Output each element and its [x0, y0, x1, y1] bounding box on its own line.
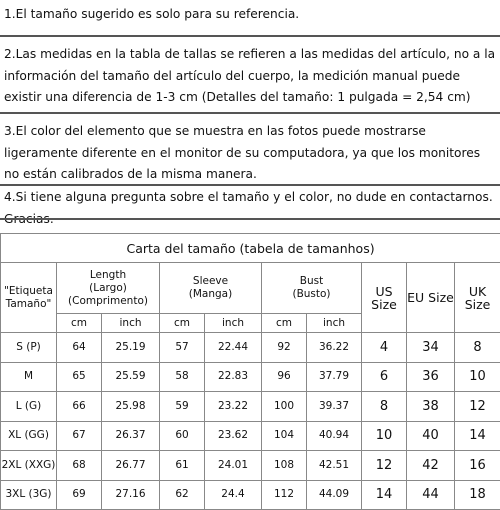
label-size-header: "Etiqueta Tamaño"	[1, 263, 57, 333]
sleeve-inch: 24.01	[205, 451, 262, 481]
unit-inch: inch	[307, 314, 362, 333]
bust-inch: 39.37	[307, 392, 362, 422]
us-size: 8	[362, 392, 407, 422]
sleeve-cm: 59	[160, 392, 205, 422]
bust-inch: 44.09	[307, 480, 362, 510]
divider	[0, 112, 500, 114]
sleeve-inch: 22.44	[205, 333, 262, 363]
divider	[0, 184, 500, 186]
length-cm: 66	[57, 392, 102, 422]
length-inch: 27.16	[102, 480, 160, 510]
bust-cm: 92	[262, 333, 307, 363]
eu-size: 44	[407, 480, 455, 510]
length-cm: 64	[57, 333, 102, 363]
bust-cm: 104	[262, 421, 307, 451]
sleeve-cm: 62	[160, 480, 205, 510]
length-inch: 25.98	[102, 392, 160, 422]
us-size: 10	[362, 421, 407, 451]
note-4: 4.Si tiene alguna pregunta sobre el tamaño y el color, no dude en contactarnos. Gracias.	[0, 187, 500, 230]
size-chart-table	[0, 233, 500, 510]
size-label: 3XL (3G)	[1, 480, 57, 510]
uk-size-header: UK Size	[455, 263, 500, 333]
eu-size: 40	[407, 421, 455, 451]
eu-size: 38	[407, 392, 455, 422]
table-row	[1, 451, 500, 481]
sleeve-cm: 60	[160, 421, 205, 451]
table-row	[1, 392, 500, 422]
sleeve-cm: 57	[160, 333, 205, 363]
sleeve-inch: 23.62	[205, 421, 262, 451]
uk-size: 12	[455, 392, 500, 422]
uk-size: 8	[455, 333, 500, 363]
sleeve-inch: 22.83	[205, 362, 262, 392]
uk-size: 18	[455, 480, 500, 510]
table-row	[1, 362, 500, 392]
length-cm: 67	[57, 421, 102, 451]
unit-cm: cm	[160, 314, 205, 333]
bust-inch: 37.79	[307, 362, 362, 392]
size-label: 2XL (XXG)	[1, 451, 57, 481]
bust-inch: 42.51	[307, 451, 362, 481]
us-size: 12	[362, 451, 407, 481]
size-label: M	[1, 362, 57, 392]
bust-cm: 96	[262, 362, 307, 392]
table-row	[1, 480, 500, 510]
uk-size: 14	[455, 421, 500, 451]
uk-size: 10	[455, 362, 500, 392]
note-1: 1.El tamaño sugerido es solo para su referencia.	[0, 4, 500, 26]
us-size: 6	[362, 362, 407, 392]
us-size: 4	[362, 333, 407, 363]
size-label: L (G)	[1, 392, 57, 422]
eu-size-header: EU Size	[407, 263, 455, 333]
sleeve-cm: 61	[160, 451, 205, 481]
table-row	[1, 333, 500, 363]
unit-inch: inch	[102, 314, 160, 333]
bust-inch: 40.94	[307, 421, 362, 451]
us-size: 14	[362, 480, 407, 510]
table-row	[1, 421, 500, 451]
length-inch: 26.37	[102, 421, 160, 451]
divider	[0, 218, 500, 220]
eu-size: 42	[407, 451, 455, 481]
uk-size: 16	[455, 451, 500, 481]
eu-size: 34	[407, 333, 455, 363]
us-size-header: US Size	[362, 263, 407, 333]
sleeve-inch: 24.4	[205, 480, 262, 510]
bust-cm: 112	[262, 480, 307, 510]
sleeve-inch: 23.22	[205, 392, 262, 422]
length-cm: 69	[57, 480, 102, 510]
bust-header: Bust (Busto)	[262, 263, 362, 314]
length-cm: 65	[57, 362, 102, 392]
note-2: 2.Las medidas en la tabla de tallas se refieren a las medidas del artículo, no a la información del tamaño del artículo del cuerpo, la medición manual puede existir una diferencia de 1-3 cm (Detalles del tamaño: 1 pulgada = 2,54 cm)	[0, 44, 500, 109]
unit-inch: inch	[205, 314, 262, 333]
length-header: Length (Largo) (Comprimento)	[57, 263, 160, 314]
size-label: S (P)	[1, 333, 57, 363]
sleeve-cm: 58	[160, 362, 205, 392]
unit-cm: cm	[262, 314, 307, 333]
sleeve-header: Sleeve (Manga)	[160, 263, 262, 314]
length-inch: 25.19	[102, 333, 160, 363]
note-3: 3.El color del elemento que se muestra en las fotos puede mostrarse ligeramente diferente en el monitor de su computadora, ya que los monitores no están calibrados de la misma manera.	[0, 121, 500, 186]
length-inch: 26.77	[102, 451, 160, 481]
size-chart-title: Carta del tamaño (tabela de tamanhos)	[1, 234, 500, 263]
length-inch: 25.59	[102, 362, 160, 392]
bust-cm: 108	[262, 451, 307, 481]
divider	[0, 35, 500, 37]
bust-inch: 36.22	[307, 333, 362, 363]
bust-cm: 100	[262, 392, 307, 422]
size-label: XL (GG)	[1, 421, 57, 451]
length-cm: 68	[57, 451, 102, 481]
eu-size: 36	[407, 362, 455, 392]
unit-cm: cm	[57, 314, 102, 333]
